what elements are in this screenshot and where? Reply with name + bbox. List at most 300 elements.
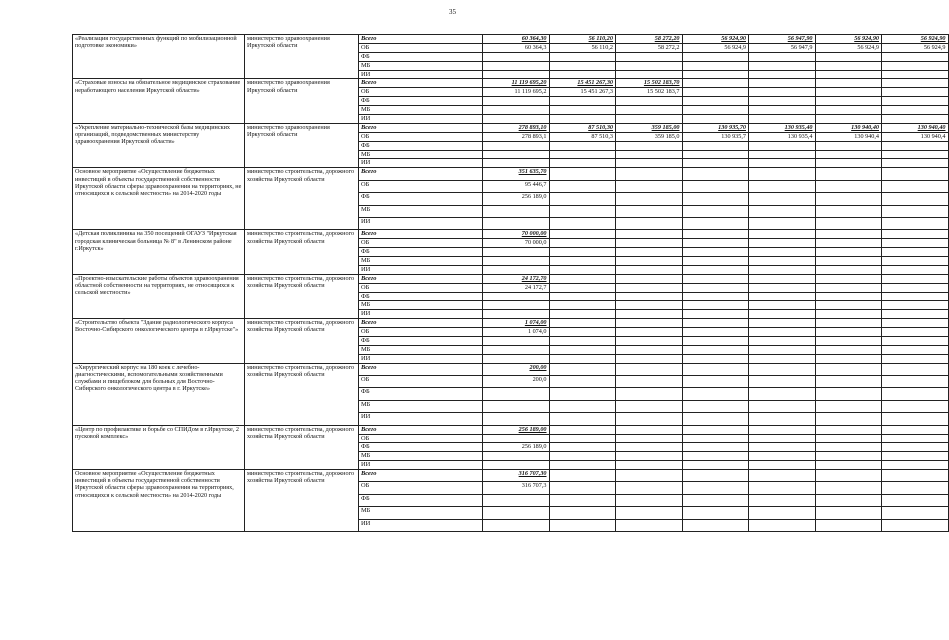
amount-cell — [616, 239, 683, 248]
amount-cell — [549, 205, 616, 217]
amount-cell — [815, 434, 882, 443]
amount-cell — [682, 150, 749, 159]
funding-source: ИИ — [359, 519, 483, 531]
funding-table — [72, 34, 949, 532]
amount-cell — [882, 265, 949, 274]
amount-cell — [616, 180, 683, 192]
amount-cell — [549, 256, 616, 265]
amount-cell — [682, 507, 749, 519]
amount-cell — [483, 217, 550, 229]
amount-cell — [616, 265, 683, 274]
amount-cell — [815, 205, 882, 217]
amount-cell: 1 074,00 — [483, 319, 550, 328]
funding-source: Всего — [359, 363, 483, 375]
amount-cell — [815, 115, 882, 124]
amount-cell — [616, 217, 683, 229]
amount-cell — [682, 461, 749, 470]
measure-name: «Строительство объекта "Здание радиологического корпуса Восточно-Сибирского онкологического центра в г.Иркутске"» — [73, 319, 245, 363]
amount-cell — [682, 400, 749, 412]
funding-source: МБ — [359, 205, 483, 217]
amount-cell — [549, 248, 616, 257]
funding-source: МБ — [359, 452, 483, 461]
amount-cell — [616, 70, 683, 79]
amount-cell — [682, 180, 749, 192]
amount-cell — [549, 363, 616, 375]
funding-source: ФБ — [359, 193, 483, 205]
amount-cell — [749, 470, 816, 482]
amount-cell: 278 893,1 — [483, 132, 550, 141]
funding-source: МБ — [359, 150, 483, 159]
amount-cell: 56 947,9 — [749, 43, 816, 52]
table-row — [73, 425, 949, 434]
amount-cell — [682, 193, 749, 205]
funding-source: Всего — [359, 123, 483, 132]
amount-cell — [882, 274, 949, 283]
amount-cell — [815, 292, 882, 301]
funding-source: ИИ — [359, 265, 483, 274]
amount-cell — [815, 70, 882, 79]
responsible-executor: министерство здравоохранения Иркутской области — [245, 123, 359, 167]
amount-cell: 256 189,0 — [483, 443, 550, 452]
amount-cell — [882, 328, 949, 337]
funding-source: ИИ — [359, 217, 483, 229]
amount-cell — [549, 106, 616, 115]
amount-cell — [882, 217, 949, 229]
amount-cell — [749, 452, 816, 461]
amount-cell — [882, 507, 949, 519]
amount-cell — [483, 507, 550, 519]
amount-cell — [483, 434, 550, 443]
amount-cell — [749, 337, 816, 346]
amount-cell — [616, 141, 683, 150]
funding-source: ОБ — [359, 239, 483, 248]
amount-cell — [682, 470, 749, 482]
amount-cell — [882, 168, 949, 180]
amount-cell — [815, 470, 882, 482]
amount-cell — [483, 461, 550, 470]
amount-cell — [483, 519, 550, 531]
table-body — [73, 35, 949, 532]
measure-name: «Страховые взносы на обязательное медицинское страхование неработающего населения Иркутской области» — [73, 79, 245, 123]
amount-cell — [882, 239, 949, 248]
amount-cell — [815, 310, 882, 319]
amount-cell — [749, 230, 816, 239]
table-row — [73, 274, 949, 283]
amount-cell — [815, 159, 882, 168]
amount-cell — [682, 159, 749, 168]
funding-source: ОБ — [359, 482, 483, 494]
funding-source: ИИ — [359, 461, 483, 470]
amount-cell — [682, 310, 749, 319]
amount-cell — [815, 345, 882, 354]
amount-cell — [882, 248, 949, 257]
amount-cell — [682, 52, 749, 61]
amount-cell — [815, 363, 882, 375]
measure-name: «Детская поликлиника на 350 посещений ОГАУЗ "Иркутская городская клиническая больница № 8" в Ленинском районе г.Иркутск» — [73, 230, 245, 274]
amount-cell — [682, 443, 749, 452]
amount-cell — [749, 283, 816, 292]
funding-source: ФБ — [359, 443, 483, 452]
amount-cell — [483, 265, 550, 274]
funding-source: МБ — [359, 256, 483, 265]
amount-cell — [682, 337, 749, 346]
funding-source: Всего — [359, 168, 483, 180]
amount-cell — [749, 461, 816, 470]
amount-cell — [549, 319, 616, 328]
amount-cell — [616, 376, 683, 388]
funding-source: МБ — [359, 507, 483, 519]
amount-cell — [815, 443, 882, 452]
amount-cell — [549, 217, 616, 229]
amount-cell: 130 940,40 — [882, 123, 949, 132]
amount-cell — [749, 248, 816, 257]
amount-cell: 58 272,20 — [616, 35, 683, 44]
amount-cell — [682, 292, 749, 301]
amount-cell — [483, 141, 550, 150]
funding-source: ИИ — [359, 310, 483, 319]
amount-cell: 200,00 — [483, 363, 550, 375]
amount-cell — [815, 482, 882, 494]
amount-cell — [882, 79, 949, 88]
amount-cell — [882, 292, 949, 301]
funding-source: Всего — [359, 319, 483, 328]
amount-cell — [815, 239, 882, 248]
measure-name: «Проектно-изыскательские работы объектов здравоохранения областной собственности на территориях, не относящихся к сельской местности» — [73, 274, 245, 318]
amount-cell — [682, 106, 749, 115]
amount-cell — [616, 328, 683, 337]
amount-cell — [616, 61, 683, 70]
amount-cell — [815, 283, 882, 292]
amount-cell — [549, 400, 616, 412]
measure-name: «Укрепление материально-технической базы медицинских организаций, подведомственных министерству здравоохранения Иркутской области» — [73, 123, 245, 167]
amount-cell — [815, 328, 882, 337]
amount-cell: 56 924,90 — [682, 35, 749, 44]
amount-cell — [616, 345, 683, 354]
amount-cell — [616, 301, 683, 310]
amount-cell — [616, 205, 683, 217]
responsible-executor: министерство строительства, дорожного хозяйства Иркутской области — [245, 470, 359, 532]
funding-source: ОБ — [359, 328, 483, 337]
funding-source: МБ — [359, 345, 483, 354]
amount-cell — [882, 345, 949, 354]
amount-cell — [882, 230, 949, 239]
amount-cell — [749, 106, 816, 115]
amount-cell — [483, 337, 550, 346]
amount-cell: 316 707,3 — [483, 482, 550, 494]
amount-cell — [882, 470, 949, 482]
funding-source: МБ — [359, 400, 483, 412]
amount-cell: 1 074,0 — [483, 328, 550, 337]
amount-cell: 130 935,40 — [749, 123, 816, 132]
amount-cell — [749, 256, 816, 265]
amount-cell — [815, 150, 882, 159]
amount-cell — [616, 168, 683, 180]
responsible-executor: министерство строительства, дорожного хозяйства Иркутской области — [245, 425, 359, 469]
amount-cell: 130 935,7 — [682, 132, 749, 141]
amount-cell: 56 924,90 — [882, 35, 949, 44]
amount-cell: 87 510,30 — [549, 123, 616, 132]
amount-cell — [483, 205, 550, 217]
amount-cell — [749, 319, 816, 328]
amount-cell — [815, 52, 882, 61]
amount-cell — [483, 400, 550, 412]
amount-cell: 11 119 695,20 — [483, 79, 550, 88]
amount-cell — [815, 256, 882, 265]
amount-cell — [549, 310, 616, 319]
amount-cell — [616, 292, 683, 301]
amount-cell — [682, 274, 749, 283]
amount-cell — [682, 494, 749, 506]
amount-cell — [815, 79, 882, 88]
amount-cell — [616, 115, 683, 124]
table-row — [73, 470, 949, 482]
funding-source: ФБ — [359, 388, 483, 400]
amount-cell — [682, 205, 749, 217]
amount-cell — [549, 141, 616, 150]
amount-cell — [549, 494, 616, 506]
measure-name: «Хирургический корпус на 180 коек с лечебно-диагностическими, вспомогательными хозяйственными службами и пищеблоком для больных для Восточно-Сибирского онкологического центра в г. Иркутске» — [73, 363, 245, 425]
amount-cell — [549, 283, 616, 292]
amount-cell — [616, 319, 683, 328]
amount-cell — [616, 193, 683, 205]
amount-cell — [882, 425, 949, 434]
amount-cell — [815, 193, 882, 205]
funding-source: ФБ — [359, 52, 483, 61]
amount-cell — [749, 52, 816, 61]
amount-cell — [549, 425, 616, 434]
amount-cell — [749, 180, 816, 192]
amount-cell — [483, 52, 550, 61]
amount-cell — [616, 97, 683, 106]
funding-source: ИИ — [359, 354, 483, 363]
amount-cell — [549, 159, 616, 168]
amount-cell — [682, 319, 749, 328]
amount-cell — [616, 256, 683, 265]
amount-cell: 60 364,30 — [483, 35, 550, 44]
amount-cell — [483, 150, 550, 159]
measure-name: Основное мероприятие «Осуществление бюджетных инвестиций в объекты государственной собственности Иркутской области сферы здравоохранения на территориях, относящихся к сельской местности» на 2014-2020 годы — [73, 470, 245, 532]
amount-cell — [749, 482, 816, 494]
amount-cell — [682, 425, 749, 434]
measure-name: «Реализация государственных функций по мобилизационной подготовке экономики» — [73, 35, 245, 79]
funding-source: ОБ — [359, 43, 483, 52]
amount-cell — [682, 363, 749, 375]
amount-cell — [749, 97, 816, 106]
funding-source: Всего — [359, 35, 483, 44]
amount-cell — [682, 283, 749, 292]
table-row — [73, 123, 949, 132]
table-row — [73, 230, 949, 239]
amount-cell — [682, 256, 749, 265]
amount-cell: 15 502 183,7 — [616, 88, 683, 97]
amount-cell — [616, 354, 683, 363]
amount-cell — [483, 70, 550, 79]
amount-cell — [616, 413, 683, 425]
funding-source: МБ — [359, 301, 483, 310]
amount-cell — [549, 519, 616, 531]
amount-cell — [682, 482, 749, 494]
amount-cell — [815, 354, 882, 363]
amount-cell — [549, 193, 616, 205]
amount-cell — [882, 388, 949, 400]
amount-cell — [682, 230, 749, 239]
amount-cell — [549, 150, 616, 159]
amount-cell — [549, 97, 616, 106]
amount-cell — [749, 400, 816, 412]
amount-cell — [483, 97, 550, 106]
amount-cell — [549, 452, 616, 461]
amount-cell — [882, 106, 949, 115]
amount-cell — [616, 425, 683, 434]
amount-cell — [882, 461, 949, 470]
amount-cell — [882, 88, 949, 97]
amount-cell — [815, 376, 882, 388]
amount-cell — [882, 301, 949, 310]
amount-cell — [815, 519, 882, 531]
amount-cell: 130 940,4 — [882, 132, 949, 141]
page-number: 35 — [449, 8, 456, 16]
amount-cell — [882, 52, 949, 61]
amount-cell — [682, 345, 749, 354]
table-row — [73, 319, 949, 328]
amount-cell — [682, 239, 749, 248]
amount-cell — [483, 159, 550, 168]
amount-cell — [682, 248, 749, 257]
amount-cell — [882, 482, 949, 494]
amount-cell — [749, 265, 816, 274]
responsible-executor: министерство строительства, дорожного хозяйства Иркутской области — [245, 230, 359, 274]
amount-cell: 256 189,0 — [483, 193, 550, 205]
funding-source: ИИ — [359, 70, 483, 79]
amount-cell: 351 635,70 — [483, 168, 550, 180]
amount-cell: 15 502 183,70 — [616, 79, 683, 88]
amount-cell — [815, 337, 882, 346]
amount-cell — [682, 141, 749, 150]
responsible-executor: министерство здравоохранения Иркутской области — [245, 35, 359, 79]
amount-cell — [882, 256, 949, 265]
amount-cell — [616, 230, 683, 239]
amount-cell — [682, 168, 749, 180]
amount-cell — [815, 168, 882, 180]
amount-cell — [483, 248, 550, 257]
amount-cell: 130 935,4 — [749, 132, 816, 141]
funding-source: ФБ — [359, 494, 483, 506]
responsible-executor: министерство строительства, дорожного хозяйства Иркутской области — [245, 168, 359, 230]
amount-cell: 256 189,00 — [483, 425, 550, 434]
amount-cell — [749, 168, 816, 180]
amount-cell — [749, 292, 816, 301]
amount-cell — [616, 363, 683, 375]
amount-cell — [549, 443, 616, 452]
amount-cell — [882, 70, 949, 79]
amount-cell — [815, 61, 882, 70]
amount-cell — [682, 79, 749, 88]
amount-cell — [549, 115, 616, 124]
amount-cell — [616, 400, 683, 412]
funding-source: Всего — [359, 230, 483, 239]
funding-source: ФБ — [359, 337, 483, 346]
amount-cell — [749, 388, 816, 400]
amount-cell — [882, 337, 949, 346]
funding-source: ОБ — [359, 434, 483, 443]
amount-cell — [549, 354, 616, 363]
funding-source: ОБ — [359, 283, 483, 292]
amount-cell — [549, 52, 616, 61]
amount-cell — [616, 443, 683, 452]
amount-cell — [616, 494, 683, 506]
amount-cell — [483, 256, 550, 265]
amount-cell: 11 119 695,2 — [483, 88, 550, 97]
amount-cell — [483, 115, 550, 124]
amount-cell — [616, 274, 683, 283]
amount-cell — [882, 310, 949, 319]
amount-cell — [682, 88, 749, 97]
amount-cell — [616, 461, 683, 470]
amount-cell — [682, 115, 749, 124]
amount-cell — [882, 519, 949, 531]
amount-cell — [882, 205, 949, 217]
table-row — [73, 79, 949, 88]
funding-source: ОБ — [359, 88, 483, 97]
responsible-executor: министерство здравоохранения Иркутской области — [245, 79, 359, 123]
amount-cell — [749, 193, 816, 205]
amount-cell — [815, 97, 882, 106]
amount-cell — [815, 400, 882, 412]
amount-cell: 130 940,4 — [815, 132, 882, 141]
amount-cell — [682, 452, 749, 461]
amount-cell — [682, 328, 749, 337]
amount-cell — [749, 354, 816, 363]
amount-cell: 70 000,00 — [483, 230, 550, 239]
funding-source: ИИ — [359, 159, 483, 168]
amount-cell — [815, 106, 882, 115]
amount-cell — [749, 345, 816, 354]
amount-cell — [682, 413, 749, 425]
amount-cell — [483, 345, 550, 354]
amount-cell — [882, 363, 949, 375]
amount-cell — [616, 482, 683, 494]
amount-cell — [749, 301, 816, 310]
amount-cell — [815, 425, 882, 434]
amount-cell — [815, 265, 882, 274]
amount-cell — [749, 70, 816, 79]
amount-cell: 87 510,3 — [549, 132, 616, 141]
amount-cell — [749, 88, 816, 97]
amount-cell: 24 172,70 — [483, 274, 550, 283]
funding-source: ФБ — [359, 97, 483, 106]
amount-cell — [616, 452, 683, 461]
amount-cell — [882, 159, 949, 168]
amount-cell — [882, 319, 949, 328]
funding-source: МБ — [359, 106, 483, 115]
amount-cell — [549, 168, 616, 180]
amount-cell — [682, 301, 749, 310]
amount-cell: 56 924,9 — [682, 43, 749, 52]
amount-cell — [483, 388, 550, 400]
amount-cell — [549, 328, 616, 337]
amount-cell — [549, 345, 616, 354]
amount-cell — [682, 61, 749, 70]
amount-cell — [882, 494, 949, 506]
amount-cell: 56 947,90 — [749, 35, 816, 44]
funding-source: ОБ — [359, 376, 483, 388]
amount-cell — [749, 328, 816, 337]
amount-cell — [549, 470, 616, 482]
amount-cell — [882, 400, 949, 412]
amount-cell — [616, 52, 683, 61]
amount-cell — [616, 337, 683, 346]
amount-cell — [616, 507, 683, 519]
